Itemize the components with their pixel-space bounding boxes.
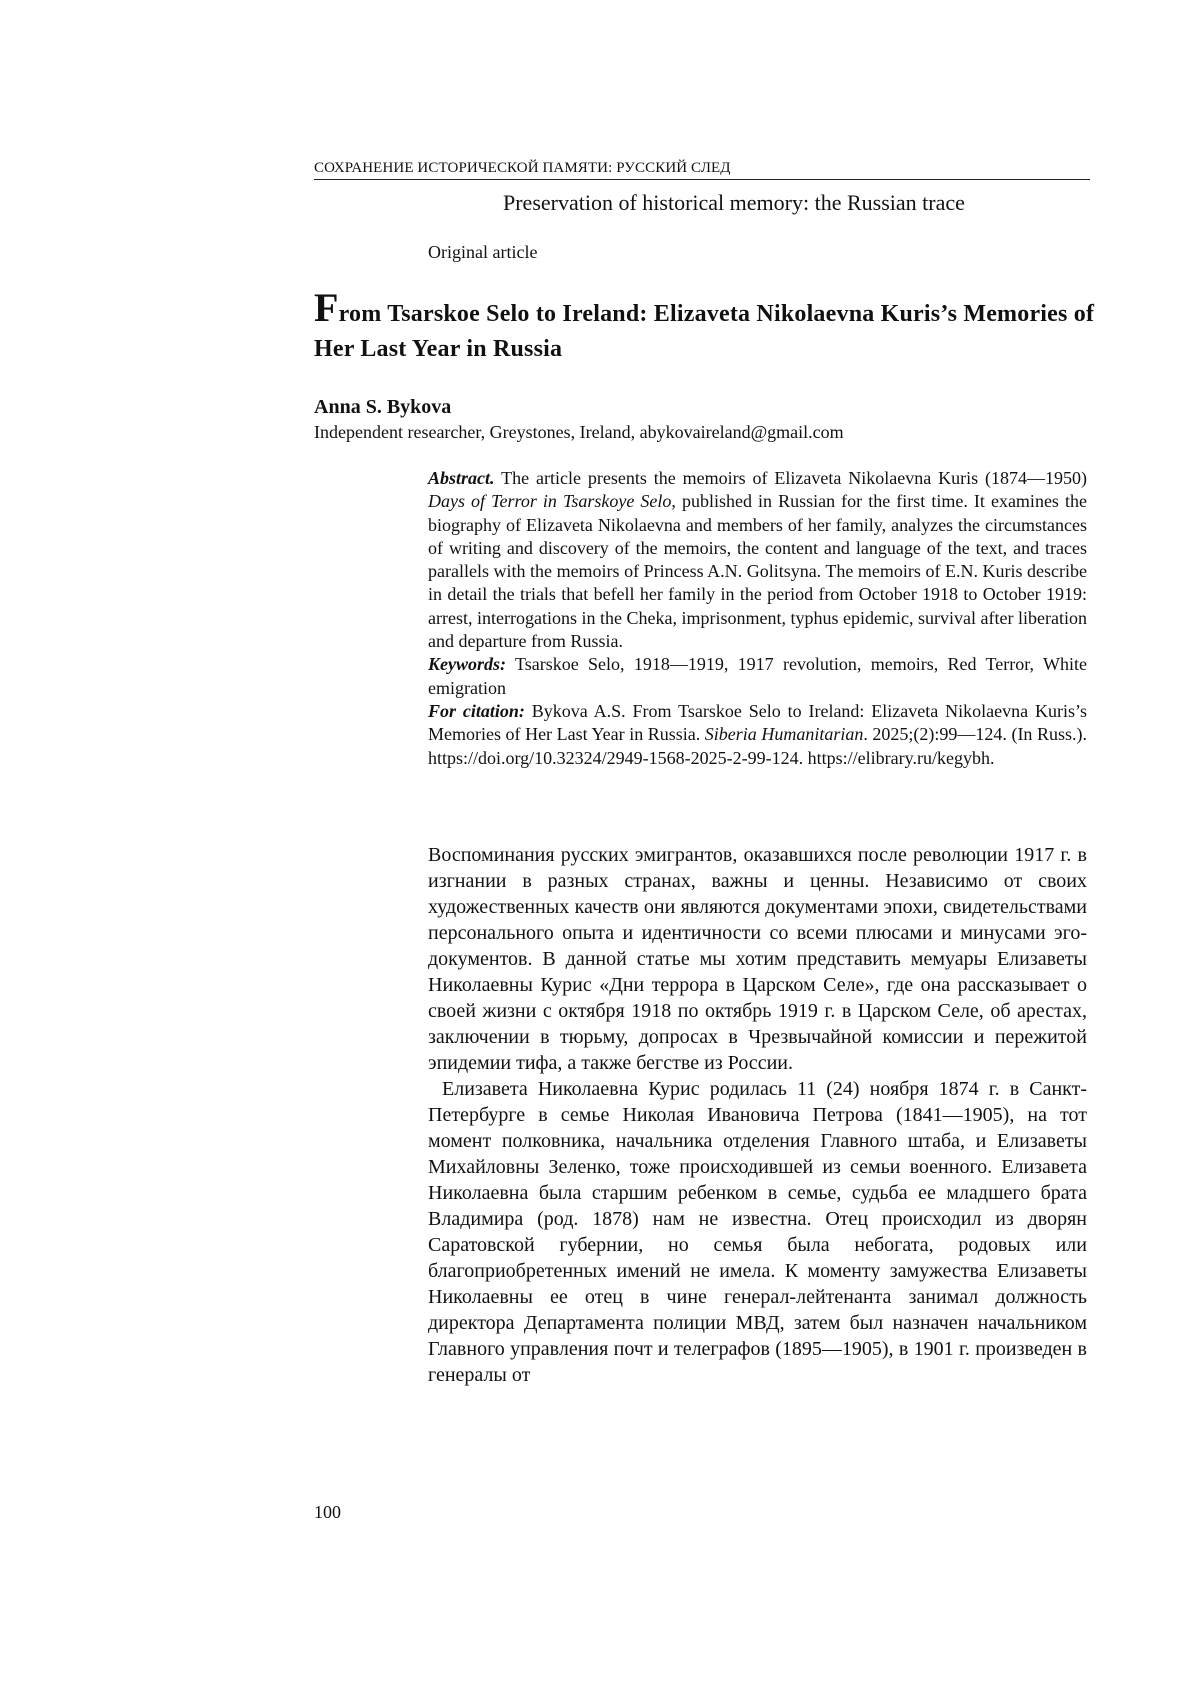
title-text: rom Tsarskoe Selo to Ireland: Elizaveta Nikolaevna Kuris’s Memories of Her Last Year in Russia <box>314 301 1095 362</box>
body-text <box>428 842 1087 1388</box>
keywords-text: Tsarskoe Selo, 1918—1919, 1917 revolution, memoirs, Red Terror, White emigration <box>428 654 1087 698</box>
citation-text-1: Bykova A.S. From Tsarskoe Selo to Ireland: Elizaveta Nikolaevna Kuris’s Memories of Her Last Year in Russia. <box>428 700 1087 745</box>
author-affiliation: Independent researcher, Greystones, Ireland, abykovaireland@gmail.com <box>314 422 844 442</box>
abstract-block <box>428 467 1087 770</box>
page-number: 100 <box>314 1502 341 1522</box>
running-head-ru: СОХРАНЕНИЕ ИСТОРИЧЕСКОЙ ПАМЯТИ: РУССКИЙ СЛЕД <box>314 160 1090 180</box>
running-head-en: Preservation of historical memory: the Russian trace <box>503 190 965 215</box>
abstract-text-2: , published in Russian for the first time. It examines the biography of Elizaveta Nikolaevna and members of her family, analyzes the circumstances of writing and discovery of the memoirs, the content and language of the text, and traces parallels with the memoirs of Princess A.N. Golitsyna. The memoirs of E.N. Kuris describe in detail the trials that befell her family in the period from October 1918 to October 1919: arrest, interrogations in the Cheka, imprisonment, typhus epidemic, survival after liberation and departure from Russia. <box>428 491 1087 652</box>
abstract-text-1: The article presents the memoirs of Elizaveta Nikolaevna Kuris (1874—1950) <box>494 468 1087 488</box>
author-name: Anna S. Bykova <box>314 396 452 418</box>
article-title <box>314 285 1104 367</box>
body-paragraph-2: Елизавета Николаевна Курис родилась 11 (24) ноября 1874 г. в Санкт-Петербурге в семье Николая Ивановича Петрова (1841—1905), на тот момент полковника, начальника отделения Главного штаба, и Елизаветы Михайловны Зеленко, тоже происходившей из семьи военного. Елизавета Николаевна была старшим ребенком в семье, судьба ее младшего брата Владимира (род. 1878) нам не известна. Отец происходил из дворян Саратовской губернии, но семья была небогата, родовых или благоприобретенных имений не имела. К моменту замужества Елизаветы Николаевны ее отец в чине генерал-лейтенанта занимал должность директора Департамента полиции МВД, затем был назначен начальником Главного управления почт и телеграфов (1895—1905), в 1901 г. произведен в генералы от <box>428 1078 1087 1386</box>
abstract-label: Abstract. <box>428 468 495 488</box>
citation-text-2: . 2025;(2):99—124. (In Russ.). https://doi.org/10.32324/2949-1568-2025-2-99-124. https://elibrary.ru/kegybh. <box>428 724 1087 768</box>
article-type: Original article <box>428 242 538 262</box>
keywords-paragraph <box>428 653 1087 700</box>
title-drop-cap: F <box>314 285 339 330</box>
abstract-memoir-title: Days of Terror in Tsarskoye Selo <box>428 491 672 512</box>
citation-paragraph <box>428 700 1087 770</box>
body-paragraph-1: Воспоминания русских эмигрантов, оказавшихся после революции 1917 г. в изгнании в разных странах, важны и ценны. Независимо от своих художественных качеств они являются документами эпохи, свидетельствами персонального опыта и идентичности со всеми плюсами и минусами эго-документов. В данной статье мы хотим представить мемуары Елизаветы Николаевны Курис «Дни террора в Царском Селе», где она рассказывает о своей жизни с октября 1918 по октябрь 1919 г. в Царском Селе, об арестах, заключении в тюрьму, допросах в Чрезвычайной комиссии и пережитой эпидемии тифа, а также бегстве из России. <box>428 844 1087 1074</box>
keywords-label: Keywords: <box>428 654 506 675</box>
abstract-paragraph <box>428 467 1087 653</box>
citation-journal: Siberia Humanitarian <box>704 724 864 745</box>
citation-label: For citation: <box>428 700 525 721</box>
